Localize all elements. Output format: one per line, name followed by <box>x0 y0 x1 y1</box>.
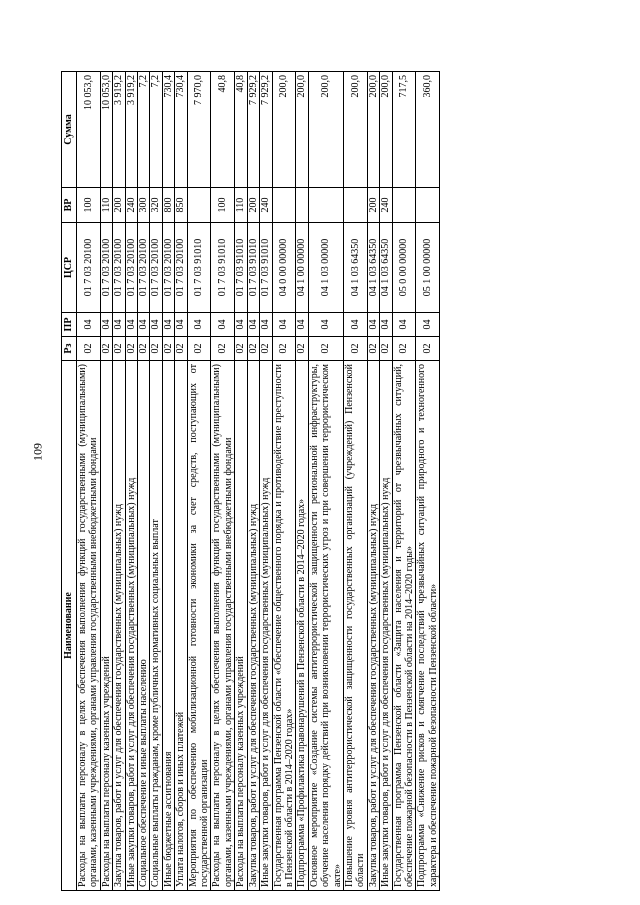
cell-csr: 01 7 03 20100 <box>125 223 137 313</box>
cell-rz: 02 <box>247 337 259 361</box>
table-row <box>247 72 259 891</box>
cell-sum: 200,0 <box>343 72 367 188</box>
table-row <box>150 72 162 891</box>
cell-csr: 01 7 03 20100 <box>175 223 187 313</box>
cell-pr: 04 <box>150 313 162 337</box>
table-row <box>162 72 174 891</box>
cell-vr: 200 <box>367 188 379 223</box>
budget-table-container <box>61 72 590 891</box>
table-row <box>175 72 187 891</box>
cell-name: Расходы на выплаты персоналу в целях обеспечения выполнения функций государственными (муниципальными) органами, казенными учреждениями, органами управления государственными внебюджетными фондами <box>211 361 235 891</box>
cell-csr: 04 1 03 64350 <box>380 223 392 313</box>
cell-sum: 200,0 <box>308 72 343 188</box>
table-row <box>308 72 343 891</box>
table-row <box>260 72 272 891</box>
cell-rz: 02 <box>100 337 112 361</box>
cell-vr: 240 <box>260 188 272 223</box>
table-row <box>187 72 211 891</box>
cell-sum: 7 929,2 <box>247 72 259 188</box>
cell-rz: 02 <box>343 337 367 361</box>
cell-vr <box>187 188 211 223</box>
cell-vr: 110 <box>100 188 112 223</box>
cell-sum: 40,8 <box>235 72 247 188</box>
cell-csr: 04 1 03 64350 <box>343 223 367 313</box>
cell-name: Иные закупки товаров, работ и услуг для обеспечения государственных (муниципальных) нужд <box>125 361 137 891</box>
cell-sum: 7,2 <box>138 72 150 188</box>
cell-sum: 200,0 <box>367 72 379 188</box>
cell-csr: 01 7 03 20100 <box>162 223 174 313</box>
cell-csr: 01 7 03 91010 <box>247 223 259 313</box>
cell-name: Иные закупки товаров, работ и услуг для обеспечения государственных (муниципальных) нужд <box>380 361 392 891</box>
table-row <box>211 72 235 891</box>
cell-pr: 04 <box>416 313 440 337</box>
cell-csr: 01 7 03 91010 <box>260 223 272 313</box>
cell-vr: 300 <box>138 188 150 223</box>
cell-pr: 04 <box>343 313 367 337</box>
table-row <box>296 72 308 891</box>
cell-rz: 02 <box>162 337 174 361</box>
cell-vr: 100 <box>211 188 235 223</box>
cell-rz: 02 <box>211 337 235 361</box>
cell-name: Закупка товаров, работ и услуг для обеспечения государственных (муниципальных) нужд <box>247 361 259 891</box>
cell-csr: 04 1 00 00000 <box>296 223 308 313</box>
header-csr: ЦСР <box>62 223 77 313</box>
cell-sum: 717,5 <box>392 72 416 188</box>
table-header-row <box>62 72 77 891</box>
table-row <box>77 72 101 891</box>
cell-csr: 01 7 03 20100 <box>77 223 101 313</box>
header-sum: Сумма <box>62 72 77 188</box>
cell-rz: 02 <box>113 337 125 361</box>
cell-vr: 850 <box>175 188 187 223</box>
cell-pr: 04 <box>211 313 235 337</box>
cell-pr: 04 <box>392 313 416 337</box>
cell-name: Основное мероприятие «Создание системы антитеррористической защищенности региональной инфраструктуры, обучение населения порядку действий при возникновении террористических угроз и при совершении террористическом акте» <box>308 361 343 891</box>
cell-rz: 02 <box>77 337 101 361</box>
cell-vr: 240 <box>125 188 137 223</box>
cell-name: Подпрограмма «Профилактика правонарушений в Пензенской области в 2014–2020 годах» <box>296 361 308 891</box>
cell-vr: 110 <box>235 188 247 223</box>
cell-rz: 02 <box>416 337 440 361</box>
cell-name: Повышение уровня антитеррористической защищенности государственных организаций (учреждений) Пензенской области <box>343 361 367 891</box>
table-row <box>125 72 137 891</box>
cell-csr: 01 7 03 20100 <box>150 223 162 313</box>
table-row <box>235 72 247 891</box>
cell-vr: 240 <box>380 188 392 223</box>
table-row <box>392 72 416 891</box>
table-row <box>272 72 296 891</box>
cell-rz: 02 <box>296 337 308 361</box>
header-name: Наименование <box>62 361 77 891</box>
header-vr: ВР <box>62 188 77 223</box>
cell-sum: 200,0 <box>380 72 392 188</box>
cell-sum: 3 919,2 <box>113 72 125 188</box>
cell-sum: 730,4 <box>175 72 187 188</box>
cell-name: Закупка товаров, работ и услуг для обеспечения государственных (муниципальных) нужд <box>113 361 125 891</box>
cell-pr: 04 <box>367 313 379 337</box>
cell-sum: 7 970,0 <box>187 72 211 188</box>
cell-name: Социальное обеспечение и иные выплаты населению <box>138 361 150 891</box>
cell-pr: 04 <box>296 313 308 337</box>
cell-sum: 200,0 <box>296 72 308 188</box>
cell-csr: 04 1 03 64350 <box>367 223 379 313</box>
cell-pr: 04 <box>77 313 101 337</box>
cell-csr: 01 7 03 91010 <box>211 223 235 313</box>
cell-rz: 02 <box>392 337 416 361</box>
cell-rz: 02 <box>235 337 247 361</box>
cell-vr <box>308 188 343 223</box>
cell-vr <box>272 188 296 223</box>
cell-name: Расходы на выплаты персоналу казенных учреждений <box>235 361 247 891</box>
table-row <box>100 72 112 891</box>
cell-csr: 01 7 03 91010 <box>187 223 211 313</box>
cell-csr: 04 1 03 00000 <box>308 223 343 313</box>
cell-rz: 02 <box>138 337 150 361</box>
header-pr: ПР <box>62 313 77 337</box>
table-row <box>113 72 125 891</box>
cell-pr: 04 <box>100 313 112 337</box>
cell-vr <box>392 188 416 223</box>
cell-sum: 40,8 <box>211 72 235 188</box>
cell-csr: 01 7 03 20100 <box>113 223 125 313</box>
cell-pr: 04 <box>125 313 137 337</box>
cell-rz: 02 <box>125 337 137 361</box>
cell-csr: 05 1 00 00000 <box>416 223 440 313</box>
cell-vr <box>343 188 367 223</box>
cell-rz: 02 <box>308 337 343 361</box>
cell-sum: 10 053,0 <box>100 72 112 188</box>
cell-pr: 04 <box>113 313 125 337</box>
cell-csr: 01 7 03 91010 <box>235 223 247 313</box>
cell-rz: 02 <box>175 337 187 361</box>
cell-name: Закупка товаров, работ и услуг для обеспечения государственных (муниципальных) нужд <box>367 361 379 891</box>
cell-vr: 320 <box>150 188 162 223</box>
cell-csr: 04 0 00 00000 <box>272 223 296 313</box>
cell-rz: 02 <box>150 337 162 361</box>
cell-rz: 02 <box>260 337 272 361</box>
cell-name: Мероприятия по обеспечению мобилизационной готовности экономики за счет средств, поступающих от государственной организации <box>187 361 211 891</box>
cell-rz: 02 <box>187 337 211 361</box>
cell-sum: 7 929,2 <box>260 72 272 188</box>
cell-name: Социальные выплаты гражданам, кроме публичных нормативных социальных выплат <box>150 361 162 891</box>
cell-sum: 200,0 <box>272 72 296 188</box>
cell-pr: 04 <box>187 313 211 337</box>
cell-sum: 7,2 <box>150 72 162 188</box>
cell-csr: 05 0 00 00000 <box>392 223 416 313</box>
cell-pr: 04 <box>235 313 247 337</box>
cell-name: Подпрограмма «Снижение рисков и смягчение последствий чрезвычайных ситуаций природного и техногенного характера и обеспечение пожарной безопасности Пензенской области» <box>416 361 440 891</box>
cell-pr: 04 <box>272 313 296 337</box>
cell-name: Расходы на выплаты персоналу казенных учреждений <box>100 361 112 891</box>
cell-vr: 800 <box>162 188 174 223</box>
table-row <box>380 72 392 891</box>
cell-name: Расходы на выплаты персоналу в целях обеспечения выполнения функций государственными (муниципальными) органами, казенными учреждениями, органами управления государственными внебюджетными фондами <box>77 361 101 891</box>
cell-pr: 04 <box>308 313 343 337</box>
cell-name: Государственная программа Пензенской области «Обеспечение общественного порядка и противодействие преступности в Пензенской области в 2014–2020 годах» <box>272 361 296 891</box>
budget-table <box>61 71 440 891</box>
cell-vr <box>416 188 440 223</box>
cell-rz: 02 <box>367 337 379 361</box>
cell-pr: 04 <box>138 313 150 337</box>
cell-pr: 04 <box>247 313 259 337</box>
cell-rz: 02 <box>380 337 392 361</box>
table-row <box>416 72 440 891</box>
table-row <box>367 72 379 891</box>
cell-name: Иные закупки товаров, работ и услуг для обеспечения государственных (муниципальных) нужд <box>260 361 272 891</box>
table-row <box>343 72 367 891</box>
cell-sum: 10 053,0 <box>77 72 101 188</box>
cell-sum: 3 919,2 <box>125 72 137 188</box>
page-number: 109 <box>30 443 45 461</box>
header-rz: Рз <box>62 337 77 361</box>
cell-name: Государственная программа Пензенской области «Защита населения и территорий от чрезвычайных ситуаций, обеспечение пожарной безопасности в Пензенской области на 2014–2020 годы» <box>392 361 416 891</box>
cell-pr: 04 <box>162 313 174 337</box>
cell-vr: 200 <box>113 188 125 223</box>
cell-vr: 100 <box>77 188 101 223</box>
cell-sum: 360,0 <box>416 72 440 188</box>
cell-vr <box>296 188 308 223</box>
table-row <box>138 72 150 891</box>
cell-csr: 01 7 03 20100 <box>100 223 112 313</box>
cell-name: Уплата налогов, сборов и иных платежей <box>175 361 187 891</box>
cell-pr: 04 <box>175 313 187 337</box>
cell-vr: 200 <box>247 188 259 223</box>
cell-rz: 02 <box>272 337 296 361</box>
cell-sum: 730,4 <box>162 72 174 188</box>
cell-name: Иные бюджетные ассигнования <box>162 361 174 891</box>
cell-csr: 01 7 03 20100 <box>138 223 150 313</box>
cell-pr: 04 <box>380 313 392 337</box>
cell-pr: 04 <box>260 313 272 337</box>
